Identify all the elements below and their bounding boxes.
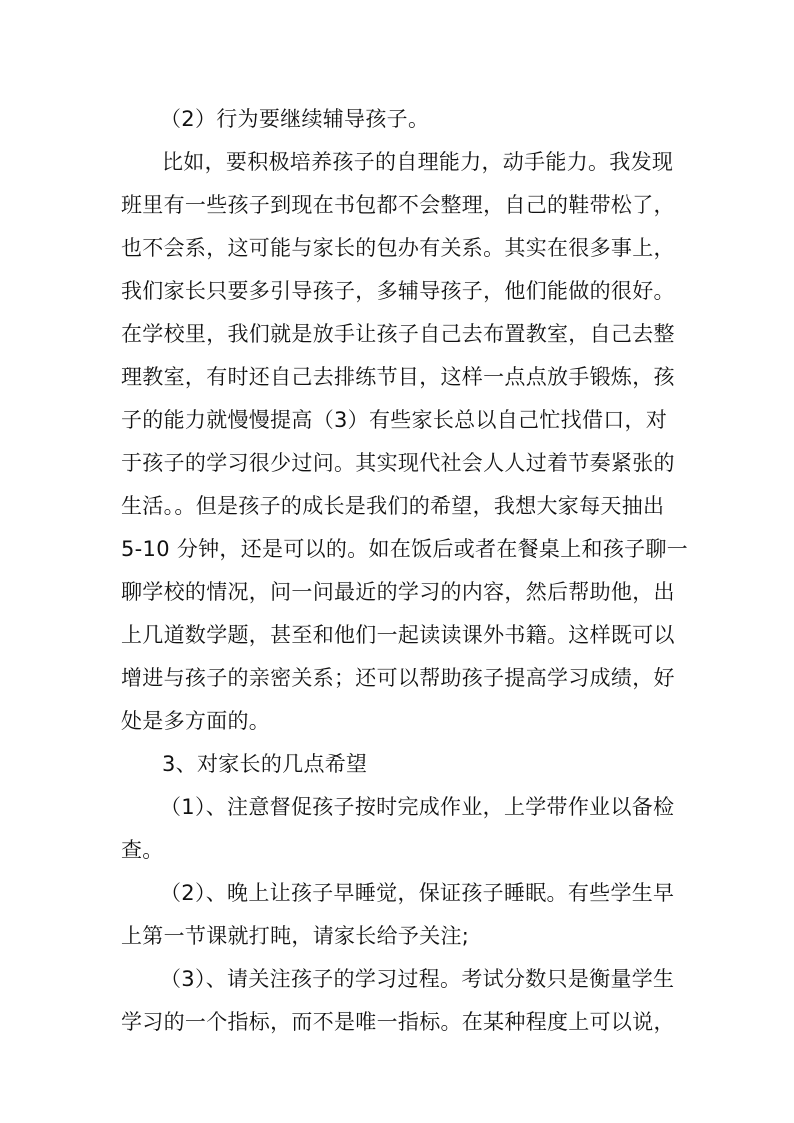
text-line: 班里有一些孩子到现在书包都不会整理，自己的鞋带松了， <box>121 193 675 217</box>
text-line: 增进与孩子的亲密关系；还可以帮助孩子提高学习成绩，好 <box>121 666 675 690</box>
text-line: 生活。。但是孩子的成长是我们的希望，我想大家每天抽出 <box>121 494 665 518</box>
text-line: 我们家长只要多引导孩子，多辅导孩子，他们能做的很好。 <box>121 279 675 303</box>
text-line: 比如，要积极培养孩子的自理能力，动手能力。我发现 <box>162 150 674 174</box>
text-line: 也不会系，这可能与家长的包办有关系。其实在很多事上， <box>121 236 675 260</box>
text-line: 处是多方面的。 <box>121 709 271 733</box>
text-line: 聊学校的情况，问一问最近的学习的内容，然后帮助他，出 <box>121 580 675 604</box>
text-line: 于孩子的学习很少过问。其实现代社会人人过着节奏紧张的 <box>121 451 675 475</box>
text-line: 子的能力就慢慢提高（3）有些家长总以自己忙找借口，对 <box>121 408 668 432</box>
text-line: （1）、注意督促孩子按时完成作业，上学带作业以备检 <box>160 795 675 819</box>
text-line: 查。 <box>121 838 164 862</box>
text-line: 学习的一个指标，而不是唯一指标。在某种程度上可以说， <box>121 1010 675 1034</box>
text-line: 理教室，有时还自己去排练节目，这样一点点放手锻炼，孩 <box>121 365 675 389</box>
text-line: 上几道数学题，甚至和他们一起读读课外书籍。这样既可以 <box>121 623 675 647</box>
section-heading: 3、对家长的几点希望 <box>162 752 368 776</box>
text-line: （2）行为要继续辅导孩子。 <box>160 107 430 131</box>
text-line: 5-10 分钟，还是可以的。如在饭后或者在餐桌上和孩子聊一 <box>121 537 689 561</box>
text-line: 在学校里，我们就是放手让孩子自己去布置教室，自己去整 <box>121 322 675 346</box>
text-line: （3）、请关注孩子的学习过程。考试分数只是衡量学生 <box>160 967 675 991</box>
text-line: 上第一节课就打盹，请家长给予关注; <box>121 924 470 948</box>
text-line: （2）、晚上让孩子早睡觉，保证孩子睡眠。有些学生早 <box>160 881 675 905</box>
